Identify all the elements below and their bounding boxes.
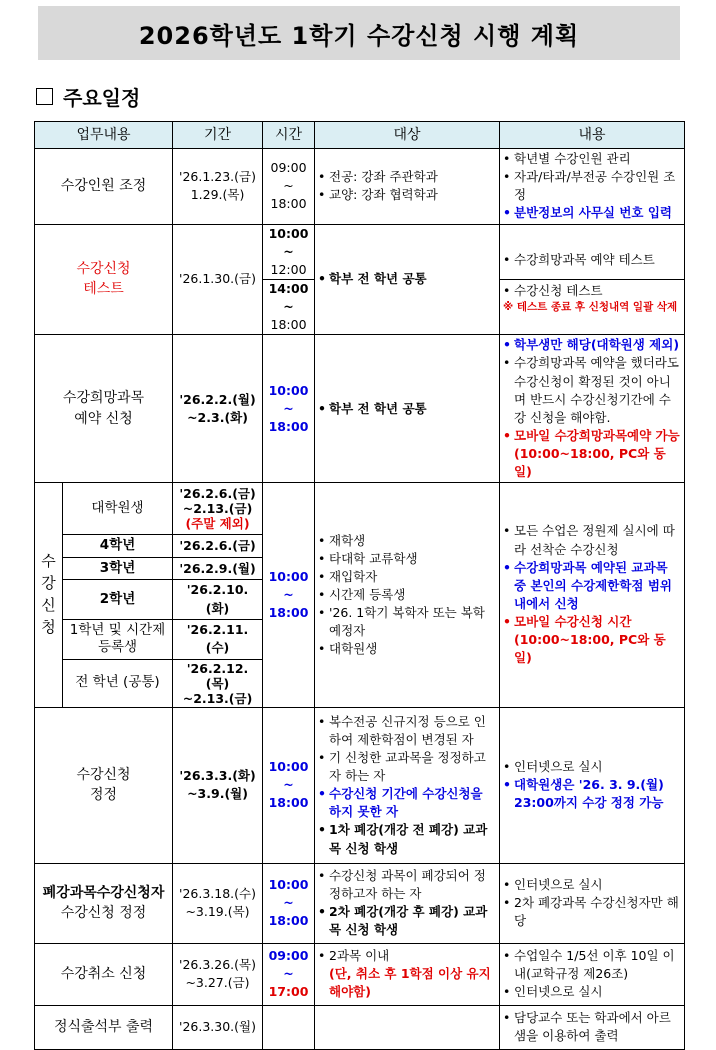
list-item: • 1차 폐강(개강 전 폐강) 교과목 신청 학생: [318, 821, 496, 857]
task-cell: 정식출석부 출력: [35, 1005, 173, 1049]
period-cell: [173, 863, 263, 943]
list-item: • 인터넷으로 실시: [503, 983, 681, 1001]
list-item: • 학부 전 학년 공통: [318, 400, 496, 418]
list-item: • 모바일 수강신청 시간 (10:00~18:00, PC와 동일): [503, 613, 681, 667]
list-item: • 모바일 수강희망과목예약 가능 (10:00~18:00, PC와 동일): [503, 427, 681, 481]
list-item: • 전공: 강좌 주관학과: [318, 168, 496, 186]
period-note: (주말 제외): [185, 516, 250, 532]
period-cell: '26.3.30.(월): [173, 1005, 263, 1049]
period-cell: '26.2.9.(월): [173, 557, 263, 580]
time-line: 09:00 ~: [270, 160, 307, 194]
list-item: • 수업일수 1/5선 이후 10일 이내(교학규정 제26조): [503, 947, 681, 983]
section-heading: [36, 82, 140, 111]
group-label: [35, 483, 63, 707]
table-row: [35, 707, 685, 863]
time-line: 10:00 ~: [268, 382, 309, 416]
period-line: '26.2.12.(목): [186, 660, 249, 691]
time-line: 17:00: [268, 984, 309, 1000]
group-char: 수: [41, 552, 56, 571]
target-cell: [315, 224, 500, 335]
table-row: [35, 335, 685, 483]
content-cell: [500, 335, 685, 483]
period-line: ~2.13.(금): [182, 501, 253, 517]
task-cell: [35, 863, 173, 943]
period-cell: '26.2.6.(금): [173, 535, 263, 558]
list-item: • 복수전공 신규지정 등으로 인하여 제한학점이 변경된 자: [318, 713, 496, 749]
time-line: 10:00 ~: [268, 225, 309, 259]
sub-label: 1학년 및 시간제등록생: [63, 619, 173, 659]
list-item: • '26. 1학기 복학자 또는 복학예정자: [318, 604, 496, 640]
sub-label: 대학원생: [63, 483, 173, 535]
task-cell: [35, 335, 173, 483]
time-line: 14:00 ~: [263, 279, 314, 316]
list-item: • 수강희망과목 예약 테스트: [503, 251, 655, 269]
target-note: (단, 취소 후 1학점 이상 유지해야함): [329, 966, 491, 1000]
task-cell: 수강인원 조정: [35, 149, 173, 225]
target-cell: [315, 1005, 500, 1049]
header-task: 업무내용: [35, 122, 173, 149]
list-item: • 모든 수업은 정원제 실시에 따라 선착순 수강신청: [503, 522, 681, 558]
table-row: [35, 149, 685, 225]
task-line: 테스트: [83, 281, 124, 298]
list-item: • 수강신청 과목이 폐강되어 정정하고자 하는 자: [318, 867, 496, 903]
period-line: '26.2.6.(금): [179, 486, 256, 502]
content-cell: [500, 483, 685, 707]
list-item: • 기 신청한 교과목을 정정하고자 하는 자: [318, 749, 496, 785]
time-cell: [263, 149, 315, 225]
list-item: • 수강희망과목 예약된 교과목 중 본인의 수강제한학점 범위 내에서 신청: [503, 559, 681, 613]
period-line: '26.1.23.(금): [179, 169, 256, 185]
target-cell: [315, 335, 500, 483]
table-row: [35, 224, 685, 335]
time-cell: [263, 707, 315, 863]
list-item: • 수강희망과목 예약을 했더라도 수강신청이 확정된 것이 아니며 반드시 수강신청기간에 수강 신청을 해야함.: [503, 354, 681, 427]
content-cell: [500, 863, 685, 943]
list-item: • 담당교수 또는 학과에서 아르샘을 이용하여 출력: [503, 1009, 681, 1045]
list-item: • 시간제 등록생: [318, 586, 496, 604]
content-cell: [500, 1005, 685, 1049]
list-item: • 인터넷으로 실시: [503, 876, 681, 894]
table-row: [35, 483, 685, 535]
table-row: [35, 1005, 685, 1049]
task-cell: [35, 707, 173, 863]
list-item: • 2차 폐강과목 수강신청자만 해당: [503, 894, 681, 930]
task-line: 예약 신청: [74, 410, 133, 427]
list-item: • 학부 전 학년 공통: [318, 270, 496, 288]
schedule-table: [34, 121, 685, 1050]
period-cell: [173, 707, 263, 863]
list-item: • 타대학 교류학생: [318, 550, 496, 568]
checkbox-square-icon: [36, 88, 53, 105]
target-cell: [315, 483, 500, 707]
period-line: ~3.27.(금): [185, 975, 250, 991]
period-line: ~2.3.(화): [187, 409, 248, 425]
period-cell: [173, 483, 263, 535]
time-line: 18:00: [268, 605, 309, 620]
task-line: 수강신청: [76, 261, 131, 278]
time-cell: [263, 483, 315, 707]
list-item: • 재학생: [318, 532, 496, 550]
target-cell: [315, 863, 500, 943]
list-item: • 학부생만 해당(대학원생 제외): [503, 336, 681, 354]
time-line: 18:00: [270, 317, 307, 333]
sub-label: 3학년: [63, 557, 173, 580]
task-line: 수강신청: [76, 766, 131, 783]
task-line: 정정: [89, 787, 118, 804]
period-line: '26.3.18.(수): [179, 886, 256, 901]
content-cell: [500, 149, 685, 225]
target-cell: [315, 149, 500, 225]
section-label: 주요일정: [63, 86, 141, 110]
task-line: 수강희망과목: [62, 390, 145, 407]
list-item: • 수강신청 테스트: [503, 282, 681, 300]
header-time: 시간: [263, 122, 315, 149]
period-line: '26.3.26.(목): [179, 957, 256, 972]
delete-note: ※ 테스트 종료 후 신청내역 일괄 삭제: [503, 301, 678, 314]
target-cell: [315, 707, 500, 863]
time-cell: [263, 335, 315, 483]
header-content: 내용: [500, 122, 685, 149]
time-line: 18:00: [270, 196, 307, 212]
content-cell: [500, 224, 685, 335]
period-cell: [173, 659, 263, 707]
period-line: 1.29.(목): [190, 187, 245, 203]
period-cell: '26.2.11.(수): [173, 619, 263, 659]
task-line: 수강신청 정정: [60, 905, 147, 922]
content-cell: [500, 707, 685, 863]
time-line: 18:00: [268, 913, 309, 929]
list-item: • 자과/타과/부전공 수강인원 조정: [503, 168, 681, 204]
list-item: • 2과목 이내: [318, 947, 496, 965]
time-line: 18:00: [268, 795, 309, 811]
time-line: 18:00: [268, 418, 309, 434]
group-char: 강: [41, 574, 56, 593]
task-cell: [35, 224, 173, 335]
period-cell: [173, 149, 263, 225]
period-cell: '26.1.30.(금): [173, 224, 263, 335]
list-item: • 대학원생: [318, 640, 496, 658]
time-cell: [263, 863, 315, 943]
sub-label: 4학년: [63, 535, 173, 558]
list-item: • 재입학자: [318, 568, 496, 586]
header-period: 기간: [173, 122, 263, 149]
period-line: '26.2.2.(월): [179, 391, 256, 407]
list-item: • 교양: 강좌 협력학과: [318, 186, 496, 204]
period-cell: '26.2.10.(화): [173, 580, 263, 619]
time-line: 09:00 ~: [268, 947, 309, 982]
period-line: ~2.13.(금): [182, 690, 253, 706]
table-row: [35, 863, 685, 943]
period-line: '26.3.3.(화): [179, 768, 256, 783]
list-item: • 대학원생은 '26. 3. 9.(월) 23:00까지 수강 정정 가능: [503, 776, 681, 812]
list-item: • 수강신청 기간에 수강신청을 하지 못한 자: [318, 785, 496, 821]
period-line: ~3.9.(월): [187, 786, 248, 802]
time-line: 12:00: [270, 261, 307, 277]
header-target: 대상: [315, 122, 500, 149]
time-line: 10:00 ~: [268, 568, 309, 602]
header-row: [35, 122, 685, 149]
page-title: 2026학년도 1학기 수강신청 시행 계획: [38, 6, 680, 60]
period-cell: [173, 335, 263, 483]
task-cell: 수강취소 신청: [35, 943, 173, 1005]
list-item: • 2차 폐강(개강 후 폐강) 교과목 신청 학생: [318, 903, 496, 939]
time-line: 10:00 ~: [268, 876, 309, 911]
time-cell: [263, 224, 315, 335]
sub-label: 2학년: [63, 580, 173, 619]
list-item: • 분반정보의 사무실 번호 입력: [503, 204, 681, 222]
time-cell: [263, 1005, 315, 1049]
sub-label: 전 학년 (공통): [63, 659, 173, 707]
task-line: 폐강과목수강신청자: [42, 884, 165, 901]
group-char: 신: [41, 595, 56, 614]
period-line: ~3.19.(목): [185, 904, 250, 920]
time-line: 10:00 ~: [268, 758, 309, 793]
list-item: • 인터넷으로 실시: [503, 758, 681, 776]
list-item: • 학년별 수강인원 관리: [503, 150, 681, 168]
group-char: 청: [41, 617, 56, 636]
